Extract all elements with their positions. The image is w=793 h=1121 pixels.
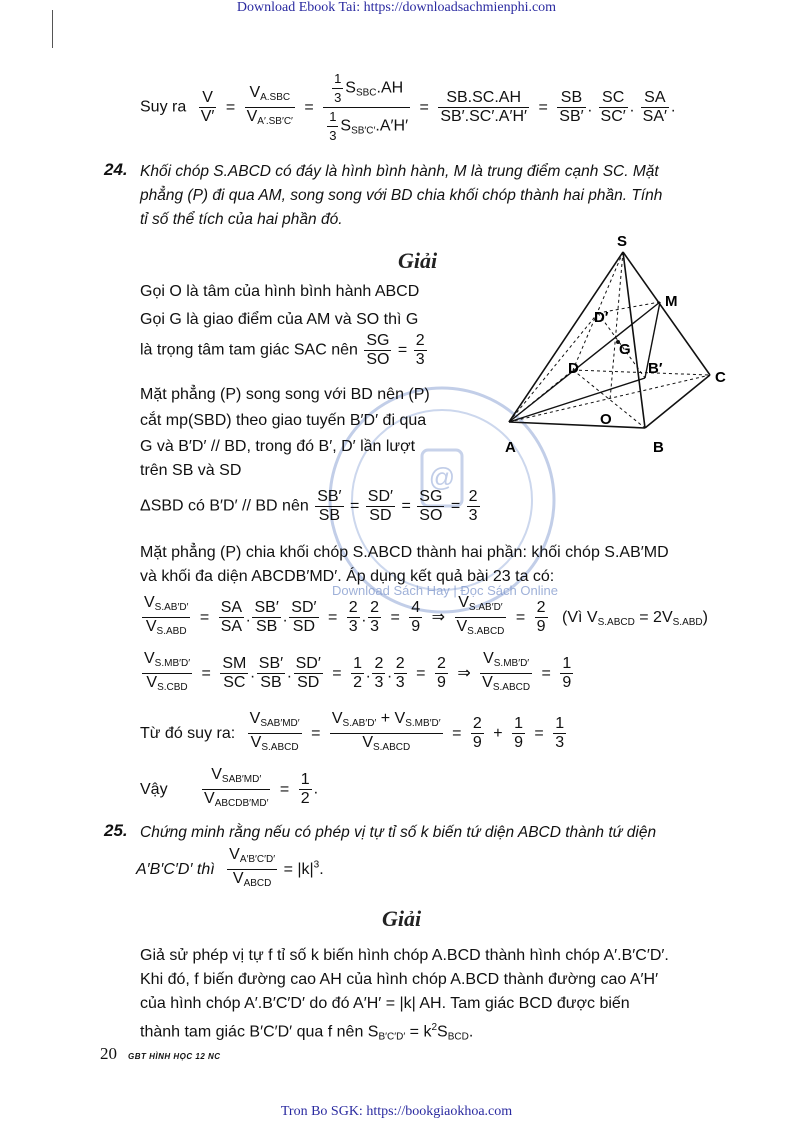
problem-25-statement-line-2: A′B′C′D′ thì $\frac{V_{A'B'C'D'}}{V_{ABCD}}$ = $|k|^3$. [136, 846, 324, 889]
p24-line-6: G và B′D′ // BD, trong đó B′, D′ lần lượt [140, 438, 416, 455]
label-O: O [600, 411, 612, 428]
intro-equation: Suy ra $\frac{V}{V'}$ = $\frac{V_{A.SBC}}{V_{A'.SB'C'}}$ = $\frac{1}{3}$ $S_{SBC}.AH$ $\frac{1}{3}$ $S_{SB'C'}.A'H'$ = $\frac{SB.SC.AH}{SB'.SC'.A'H'}$ = $\frac{SB}{SB'}$ . $\frac{SC}{SC'}$ . $\frac{SA}{SA'}$ . [140, 71, 676, 143]
edge-AB [509, 422, 645, 428]
solution-heading-24: Giải [398, 248, 438, 273]
page-number: 20 [100, 1044, 117, 1063]
volume-sum-eq: Từ đó suy ra: $\frac{V_{SAB'MD'}}{V_{S.ABCD}}$ = $\frac{V_{S.AB'D'} + V_{S.MB'D'}}{V_{S.ABCD}}$ = $\frac{2}{9}$ + $\frac{1}{9}$ = $\frac{1}{3}$ [140, 710, 565, 753]
p24-line-1: Gọi O là tâm của hình bình hành ABCD [140, 283, 420, 300]
bottom-sgk-link[interactable]: Tron Bo SGK: https://bookgiaokhoa.com [280, 1104, 513, 1119]
p24-line-4: Mặt phẳng (P) song song với BD nên (P) [140, 386, 430, 403]
p24-line-9: Mặt phẳng (P) chia khối chóp S.ABCD thành hai phần: khối chóp S.AB′MD [140, 544, 669, 561]
volume-ratio-eq-2: $\frac{V_{S.MB'D'}}{V_{S.CBD}}$ = $\frac{SM}{SC}$ . $\frac{SB'}{SB}$ . $\frac{SD'}{SD}$ = $\frac{1}{2}$ . $\frac{2}{3}$ . $\frac{2}{3}$ = $\frac{2}{9}$ ⇒ $\frac{V_{S.MB'D'}}{V_{S.ABCD}}$ = $\frac{1}{9}$ [144, 650, 572, 693]
label-M: M [665, 293, 678, 310]
final-ratio-eq: Vậy $\frac{V_{SAB'MD'}}{V_{ABCDB'MD'}}$ = $\frac{1}{2}$ . [140, 766, 319, 809]
edge-BC [645, 375, 710, 428]
p24-line-5: cắt mp(SBD) theo giao tuyến B′D′ đi qua [140, 412, 427, 429]
top-download-link[interactable]: Download Ebook Tai: https://downloadsachmienphi.com [236, 0, 557, 15]
p24-line-10: và khối đa diện ABCDB′MD′. Áp dụng kết quả bài 23 ta có: [140, 568, 555, 585]
p25-solution: Giả sử phép vị tự f tỉ số k biến hình chóp A.BCD thành hình chóp A′.B′C′D′. Khi đó, f biến đường cao AH của hình chóp A.BCD thành đường cao A′H′ của hình chóp A′.B′C′D′ do đó A′H′ = |k| AH. Tam giác BCD được biến thành tam giác B′C′D′ qua f nên $S_{B'C'D'} = k^2S_{BCD}$. [140, 947, 669, 1043]
problem-24-number: 24. [104, 160, 128, 179]
label-D: D [568, 360, 579, 377]
p24-line-8: ΔSBD có B′D′ // BD nên $\frac{SB'}{SB}$ = $\frac{SD'}{SD}$ = $\frac{SG}{SO}$ = $\frac{2}{3}$ [140, 488, 478, 524]
problem-24-statement: Khối chóp S.ABCD có đáy là hình bình hành, M là trung điểm cạnh SC. Mặt phẳng (P) đi qua AM, song song với BD chia khối chóp thành hai phần. Tính tỉ số thể tích của hai phần đó. [140, 163, 663, 228]
solution-heading-25: Giải [382, 906, 422, 931]
intro-prefix: Suy ra [140, 98, 187, 116]
p24-line-2: Gọi G là giao điểm của AM và SO thì G [140, 311, 419, 328]
p24-line-3: là trọng tâm tam giác SAC nên $\frac{SG}{SO}$ = $\frac{2}{3}$ [140, 332, 425, 368]
book-label: GBT HÌNH HỌC 12 NC [128, 1052, 221, 1061]
problem-25-statement-line-1: Chứng minh rằng nếu có phép vị tự tỉ số k biến tứ diện ABCD thành tứ diện [140, 824, 657, 841]
label-G: G [619, 341, 631, 358]
p24-line-7: trên SB và SD [140, 462, 242, 479]
label-Dprime: D′ [594, 309, 609, 326]
problem-25-number: 25. [104, 821, 128, 840]
volume-ratio-eq-1: $\frac{V_{S.AB'D'}}{V_{S.ABD}}$ = $\frac{SA}{SA}$ . $\frac{SB'}{SB}$ . $\frac{SD'}{SD}$ = $\frac{2}{3}$ . $\frac{2}{3}$ = $\frac{4}{9}$ ⇒ $\frac{V_{S.AB'D'}}{V_{S.ABCD}}$ = $\frac{2}{9}$ (Vì $V_{S.ABCD} = 2V_{S.ABD}$) [144, 594, 708, 637]
svg-text:@: @ [428, 462, 456, 492]
label-Bprime: B′ [648, 360, 663, 377]
seg-SO [610, 252, 623, 400]
label-C: C [715, 369, 726, 386]
watermark-text: Download Sách Hay | Đọc Sách Online [332, 583, 558, 598]
label-B: B [653, 439, 664, 456]
seg-ADprime [509, 313, 598, 422]
pyramid-figure [495, 230, 755, 460]
edge-ABprime [509, 378, 645, 422]
margin-mark [52, 10, 53, 48]
label-A: A [505, 439, 516, 456]
label-S: S [617, 233, 628, 250]
